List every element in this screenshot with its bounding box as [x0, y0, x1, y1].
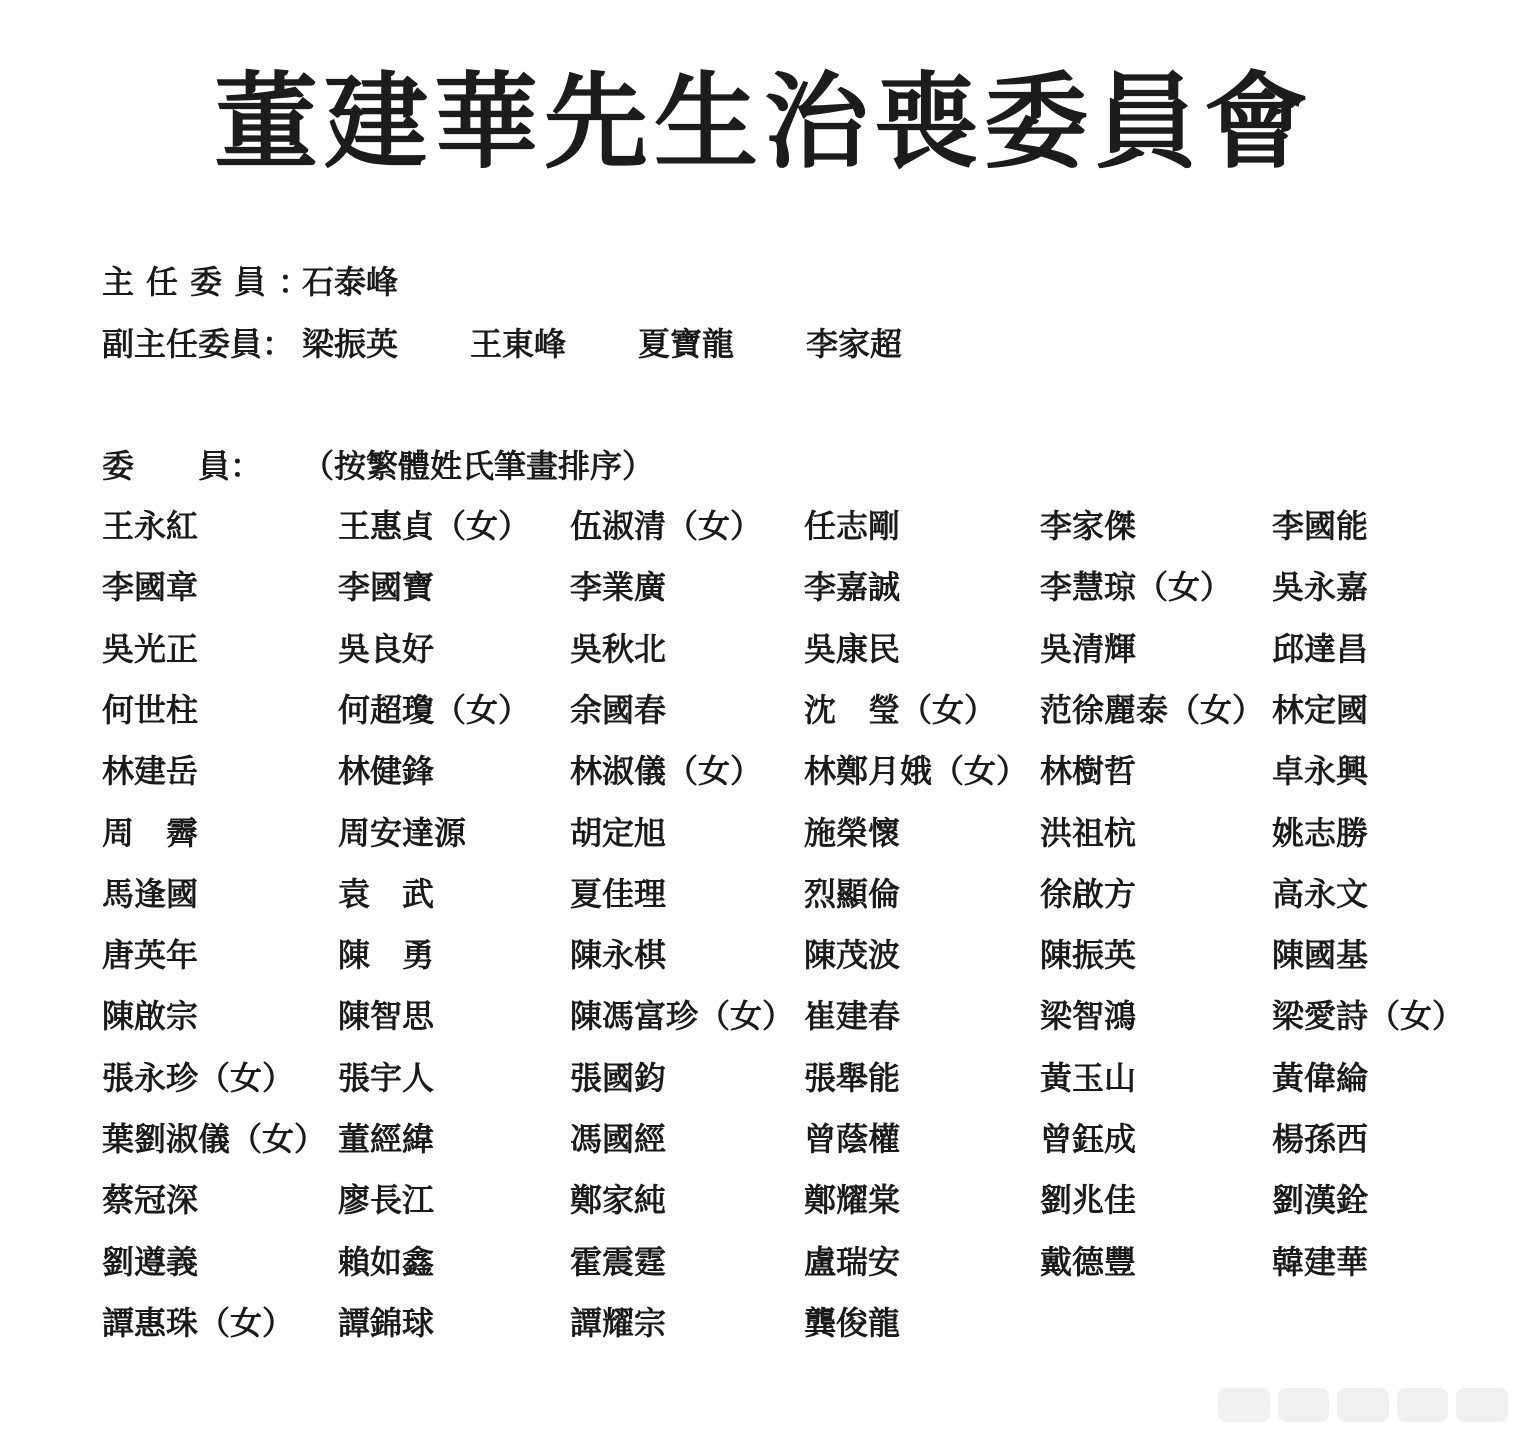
watermark-block [1397, 1388, 1449, 1422]
watermark-block [1218, 1388, 1270, 1422]
member-name: 沈 瑩（女） [804, 690, 997, 729]
vice-chair-name: 梁振英 [302, 325, 399, 363]
member-name: 范徐麗泰（女） [1040, 690, 1265, 729]
vice-chair-name: 夏寶龍 [638, 325, 735, 363]
page-title: 董建華先生治喪委員會 [213, 61, 1314, 183]
member-name: 廖長江 [338, 1181, 435, 1220]
member-name: 唐英年 [102, 936, 199, 975]
member-name: 李慧琼（女） [1040, 568, 1233, 607]
vice-chairs-label: 副主任委員： [102, 325, 295, 363]
members-heading-row [102, 446, 654, 486]
member-name: 洪祖杭 [1040, 813, 1137, 852]
member-name: 陳永棋 [570, 936, 667, 975]
member-name: 周 霽 [102, 813, 199, 852]
watermark [1218, 1388, 1508, 1422]
member-name: 任志剛 [804, 507, 901, 545]
member-name: 霍震霆 [570, 1242, 667, 1281]
member-name: 馮國經 [570, 1120, 667, 1158]
member-name: 張宇人 [338, 1058, 435, 1097]
member-name: 蔡冠深 [102, 1181, 199, 1220]
member-name: 陳國基 [1272, 936, 1369, 975]
members-sort-note: （按繁體姓氏筆畫排序） [302, 447, 655, 485]
member-name: 劉兆佳 [1040, 1181, 1137, 1220]
member-name: 吳秋北 [570, 629, 667, 668]
member-name: 譚惠珠（女） [102, 1303, 295, 1342]
member-name: 邱達昌 [1272, 629, 1369, 668]
member-name: 陳啟宗 [102, 997, 199, 1036]
member-name: 李國寶 [338, 568, 435, 607]
member-name: 姚志勝 [1272, 813, 1369, 852]
member-name: 王永紅 [102, 507, 199, 545]
member-name: 韓建華 [1272, 1242, 1369, 1281]
member-name: 龔俊龍 [804, 1303, 901, 1342]
member-name: 譚錦球 [338, 1303, 435, 1342]
member-name: 黃偉綸 [1272, 1058, 1369, 1097]
member-name: 張國鈞 [570, 1058, 667, 1097]
member-name: 陳馮富珍（女） [570, 997, 795, 1036]
member-name: 葉劉淑儀（女） [102, 1120, 327, 1158]
member-name: 陳茂波 [804, 936, 901, 975]
member-name: 林健鋒 [338, 752, 435, 791]
member-name: 高永文 [1272, 874, 1369, 913]
watermark-block [1456, 1388, 1508, 1422]
member-name: 林樹哲 [1040, 752, 1137, 791]
member-name: 盧瑞安 [804, 1242, 901, 1281]
member-name: 伍淑清（女） [570, 507, 763, 545]
member-name: 胡定旭 [570, 813, 667, 852]
member-name: 林建岳 [102, 752, 199, 791]
member-name: 袁 武 [338, 874, 435, 913]
member-name: 吳永嘉 [1272, 568, 1369, 607]
member-name: 梁愛詩（女） [1272, 997, 1465, 1036]
member-name: 鄭耀棠 [804, 1181, 901, 1220]
member-name: 何世柱 [102, 690, 199, 729]
watermark-block [1278, 1388, 1330, 1422]
vice-chair-name: 王東峰 [470, 325, 567, 363]
member-name: 譚耀宗 [570, 1303, 667, 1342]
member-name: 王惠貞（女） [338, 507, 531, 545]
member-name: 張舉能 [804, 1058, 901, 1097]
member-name: 徐啟方 [1040, 874, 1137, 913]
member-name: 陳振英 [1040, 936, 1137, 975]
member-name: 劉漢銓 [1272, 1181, 1369, 1220]
member-name: 黃玉山 [1040, 1058, 1137, 1097]
member-name: 吳良好 [338, 629, 435, 668]
member-name: 李國能 [1272, 507, 1369, 545]
chair-label: 主任委員： [102, 263, 323, 301]
member-name: 吳康民 [804, 629, 901, 668]
member-name: 董經緯 [338, 1120, 435, 1158]
member-name: 夏佳理 [570, 874, 667, 913]
member-name: 馬逢國 [102, 874, 199, 913]
member-name: 李嘉誠 [804, 568, 901, 607]
vice-chairs-row [102, 324, 974, 364]
chair-row [102, 262, 398, 302]
member-name: 張永珍（女） [102, 1058, 295, 1097]
member-name: 戴德豐 [1040, 1242, 1137, 1281]
member-name: 陳智思 [338, 997, 435, 1036]
member-name: 楊孫西 [1272, 1120, 1369, 1158]
member-name: 施榮懷 [804, 813, 901, 852]
member-name: 吳清輝 [1040, 629, 1137, 668]
member-name: 林鄭月娥（女） [804, 752, 1029, 791]
member-name: 林淑儀（女） [570, 752, 763, 791]
member-name: 周安達源 [338, 813, 467, 852]
member-name: 林定國 [1272, 690, 1369, 729]
member-name: 鄭家純 [570, 1181, 667, 1220]
member-name: 梁智鴻 [1040, 997, 1137, 1036]
watermark-block [1337, 1388, 1389, 1422]
member-name: 李業廣 [570, 568, 667, 607]
member-name: 余國春 [570, 690, 667, 729]
member-name: 崔建春 [804, 997, 901, 1036]
member-name: 劉遵義 [102, 1242, 199, 1281]
members-label: 委 員： [102, 447, 263, 485]
chair-name: 石泰峰 [302, 263, 399, 301]
member-name: 李家傑 [1040, 507, 1137, 545]
member-name: 何超瓊（女） [338, 690, 531, 729]
member-name: 賴如鑫 [338, 1242, 435, 1281]
vice-chair-name: 李家超 [806, 325, 903, 363]
member-name: 吳光正 [102, 629, 199, 668]
member-name: 烈顯倫 [804, 874, 901, 913]
member-name: 曾蔭權 [804, 1120, 901, 1158]
member-name: 陳 勇 [338, 936, 435, 975]
member-name: 李國章 [102, 568, 199, 607]
member-name: 曾鈺成 [1040, 1120, 1137, 1158]
member-name: 卓永興 [1272, 752, 1369, 791]
